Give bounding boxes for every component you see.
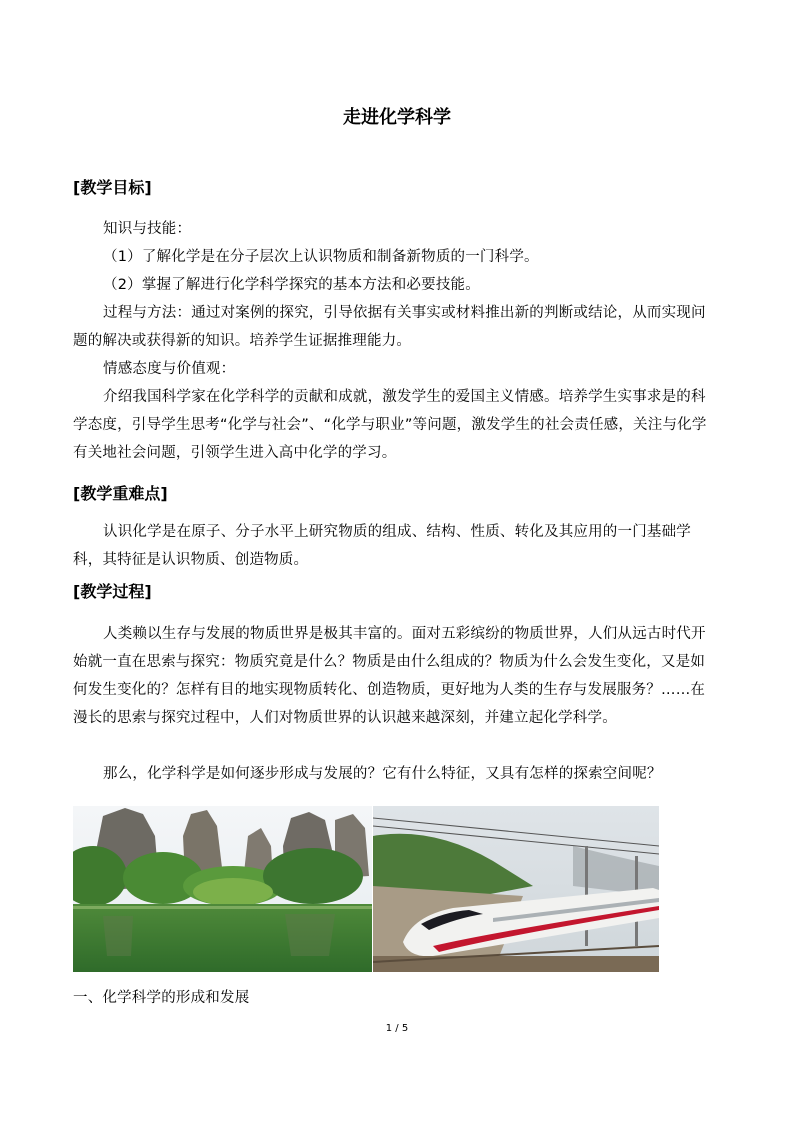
subsection-heading: 一、化学科学的形成和发展 [73,990,250,1006]
page-number: 1 / 5 [385,1023,409,1034]
knowledge-label: 知识与技能： [103,221,192,237]
emotion-label: 情感态度与价值观： [103,361,236,377]
emotion-paragraph: 介绍我国科学家在化学科学的贡献和成就，激发学生的爱国主义情感。培养学生实事求是的科学态度，引导学生思考“化学与社会”、“化学与职业”等问题，激发学生的社会责任感，关注与化学有关地社会问题，引领学生进入高中化学的学习。 [73,389,707,461]
key-points-paragraph: 认识化学是在原子、分子水平上研究物质的组成、结构、性质、转化及其应用的一门基础学科，其特征是认识物质、创造物质。 [73,524,691,568]
high-speed-train-image [373,806,659,972]
process-paragraph-1: 人类赖以生存与发展的物质世界是极其丰富的。面对五彩缤纷的物质世界，人们从远古时代开始就一直在思索与探究：物质究竟是什么？物质是由什么组成的？物质为什么会发生变化，又是如何发生变化的？怎样有目的地实现物质转化、创造物质，更好地为人类的生存与发展服务？……在漫长的思索与探究过程中，人们对物质世界的认识越来越深刻，并建立起化学科学。 [73,626,706,726]
process-heading: [教学过程] [73,582,152,601]
objectives-heading: [教学目标] [73,178,152,197]
document-title: 走进化学科学 [343,107,451,128]
stone-forest-image [73,806,372,972]
objective-item-1: （1）了解化学是在分子层次上认识物质和制备新物质的一门科学。 [103,249,539,265]
process-method-paragraph: 过程与方法：通过对案例的探究，引导依据有关事实或材料推出新的判断或结论，从而实现问题的解决或获得新的知识。培养学生证据推理能力。 [73,305,706,349]
process-paragraph-2: 那么，化学科学是如何逐步形成与发展的？它有什么特征，又具有怎样的探索空间呢？ [103,766,662,782]
objective-item-2: （2）掌握了解进行化学科学探究的基本方法和必要技能。 [103,277,480,293]
key-points-heading: [教学重难点] [73,484,168,503]
